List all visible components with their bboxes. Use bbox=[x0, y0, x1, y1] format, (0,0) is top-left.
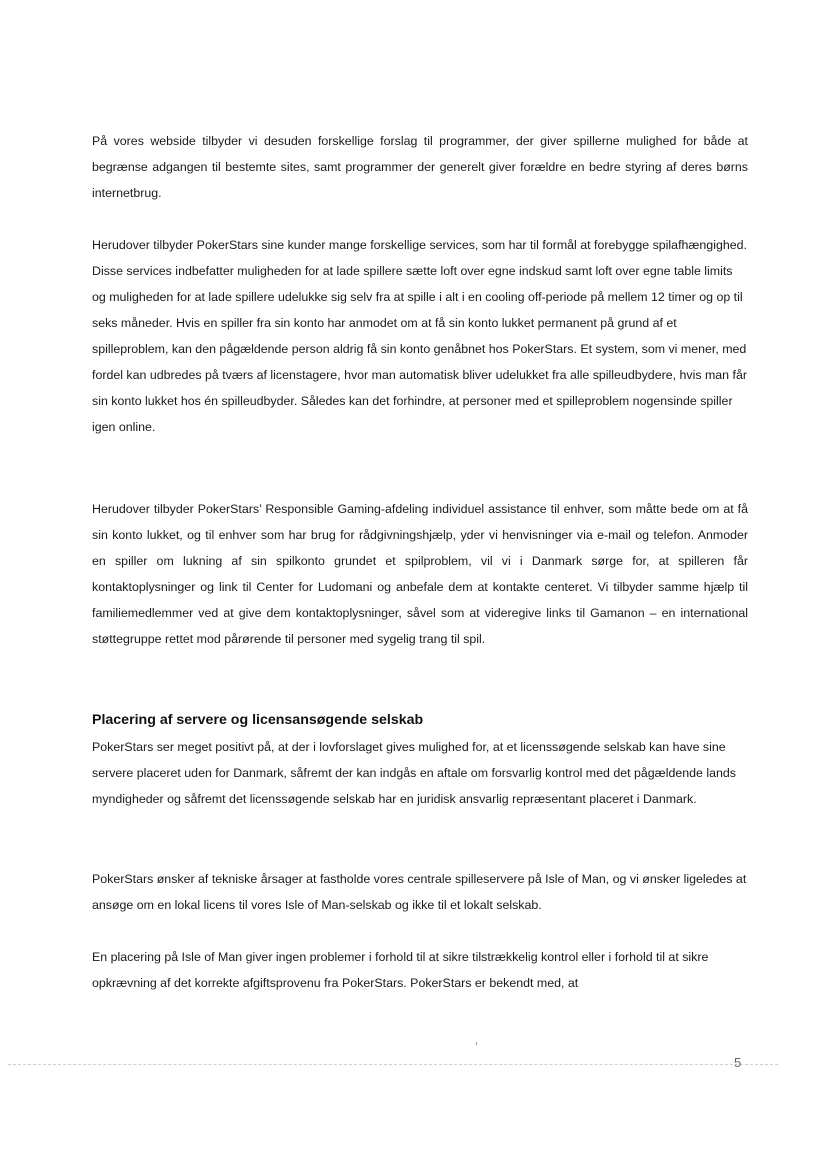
paragraph-responsible-gaming: Herudover tilbyder PokerStars’ Responsible Gaming-afdeling individuel assistance til enhver, som måtte bede om at få sin konto lukket, og til enhver som har brug for rådgivningshjælp, yder vi henvisninger via e-mail og telefon. Anmoder en spiller om lukning af sin spilkonto grundet et spilproblem, vil vi i Danmark sørge for, at spilleren får kontaktoplysninger og link til Center for Ludomani og anbefale dem at kontakte centeret. Vi tilbyder samme hjælp til familiemedlemmer ved at give dem kontaktoplysninger, såvel som at videregive links til Gamanon – en international støttegruppe rettet mod pårørende til personer med sygelig trang til spil. bbox=[92, 502, 748, 646]
footer-divider bbox=[8, 1064, 778, 1065]
paragraph-parental-controls: På vores webside tilbyder vi desuden forskellige forslag til programmer, der giver spillerne mulighed for både at begrænse adgangen til bestemte sites, samt programmer der generelt giver forældre en bedre styring af deres børns internetbrug. bbox=[92, 134, 748, 200]
paragraph-isle-of-man-servers: PokerStars ønsker af tekniske årsager at fastholde vores centrale spilleservere på Isle of Man, og vi ønsker ligeledes at ansøge om en lokal licens til vores Isle of Man-selskab og ikke til et lokalt selskab. bbox=[92, 872, 747, 912]
scan-speck bbox=[476, 1042, 477, 1045]
paragraph-player-services: Herudover tilbyder PokerStars sine kunder mange forskellige services, som har til formål at forebygge spilafhængighed. Disse services indbefatter muligheden for at lade spillere sætte loft over egne indskud samt loft over egne table limits og muligheden for at lade spillere udelukke sig selv fra at spille i alt i en cooling off-periode på mellem 12 timer og op til seks måneder. Hvis en spiller fra sin konto har anmodet om at få sin konto lukket permanent på grund af et spilleproblem, kan den pågældende person aldrig få sin konto genåbnet hos PokerStars. Et system, som vi mener, med fordel kan udbredes på tværs af licenstagere, hvor man automatisk bliver udelukket fra alle spilleudbydere, hvis man får sin konto lukket hos én spilleudbyder. Således kan det forhindre, at personer med et spilleproblem nogensinde spiller igen online. bbox=[92, 238, 747, 434]
section-heading: Placering af servere og licensansøgende selskab bbox=[92, 712, 424, 728]
paragraph-isle-of-man-control: En placering på Isle of Man giver ingen problemer i forhold til at sikre tilstrækkelig kontrol eller i forhold til at sikre opkrævning af det korrekte afgiftsprovenu fra PokerStars. PokerStars er bekendt med, at bbox=[92, 950, 709, 990]
paragraph-server-placement: PokerStars ser meget positivt på, at der i lovforslaget gives mulighed for, at et licenssøgende selskab kan have sine servere placeret uden for Danmark, såfremt der kan indgås en aftale om forsvarlig kontrol med det pågældende lands myndigheder og såfremt det licenssøgende selskab har en juridisk ansvarlig repræsentant placeret i Danmark. bbox=[92, 740, 736, 806]
page-number: 5 bbox=[734, 1055, 742, 1070]
